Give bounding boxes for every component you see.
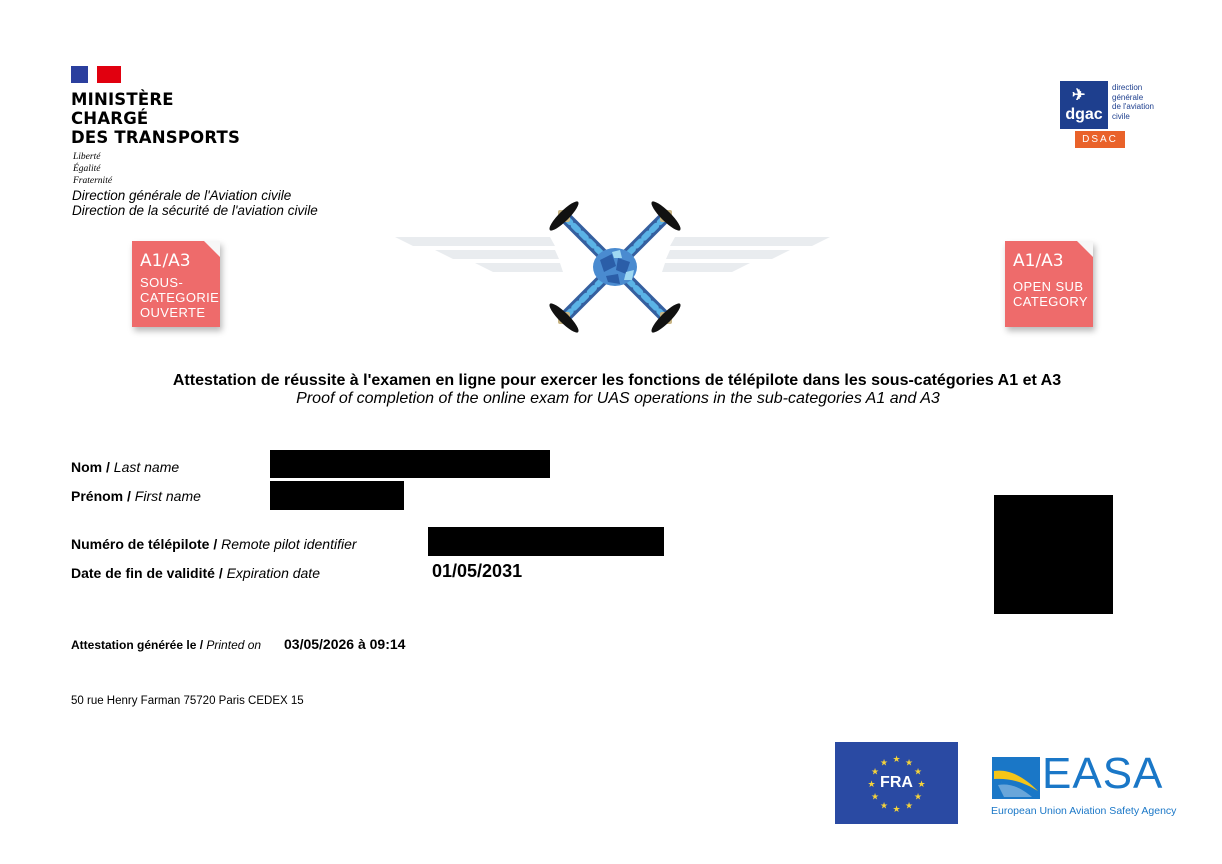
dgac-text-line: de l'aviation	[1112, 102, 1154, 111]
badge-title: A1/A3	[140, 251, 191, 271]
dgac-mark: dgac	[1065, 106, 1103, 123]
badge-subtitle	[140, 275, 219, 320]
photo-redacted	[994, 495, 1113, 614]
category-badge-fr	[132, 241, 220, 327]
expiry-date-value: 01/05/2031	[432, 561, 523, 581]
svg-text:★: ★	[870, 792, 880, 803]
badge-line: CATEGORY	[1013, 294, 1088, 309]
corner-fold	[204, 241, 220, 257]
ministry-line-1: MINISTÈRE	[71, 90, 174, 109]
category-badge-en	[1005, 241, 1093, 327]
dgac-square	[1060, 81, 1108, 129]
dgac-text-line: générale	[1112, 92, 1144, 102]
svg-text:★: ★	[879, 758, 889, 769]
expiry-label-fr: Date de fin de validité /	[71, 565, 223, 581]
svg-text:★: ★	[870, 767, 880, 778]
svg-text:★: ★	[892, 805, 901, 815]
svg-text:★: ★	[904, 758, 914, 769]
pilot-id-label-en: Remote pilot identifier	[221, 536, 357, 552]
dgac-text-line: civile	[1112, 111, 1130, 121]
first-name-label-en: First name	[134, 488, 201, 504]
dgac-logo	[1060, 81, 1170, 151]
svg-text:★: ★	[913, 792, 923, 803]
badge-line: OPEN SUB	[1013, 279, 1084, 294]
ministry-line-2: CHARGÉ	[71, 109, 149, 128]
svg-text:★: ★	[917, 780, 926, 790]
drone-icon	[540, 192, 690, 342]
last-name-label-fr: Nom /	[71, 459, 110, 475]
fra-label: FRA	[880, 774, 913, 791]
svg-text:★: ★	[913, 767, 923, 778]
easa-wordmark: EASA	[1042, 749, 1164, 798]
plane-icon: ✈	[1072, 87, 1086, 104]
dgac-text-line: direction	[1112, 83, 1143, 92]
svg-text:★: ★	[879, 801, 889, 812]
printed-on-label-fr: Attestation générée le /	[71, 638, 204, 652]
motto-liberte: Liberté	[73, 152, 101, 162]
direction-lines	[72, 188, 318, 218]
dsac-label: DSAC	[1075, 131, 1125, 148]
badge-line: OUVERTE	[140, 305, 206, 320]
corner-fold	[1077, 241, 1093, 257]
badge-line: SOUS-	[140, 275, 184, 290]
expiry-label	[71, 565, 320, 581]
easa-logo	[990, 749, 1190, 825]
svg-text:★: ★	[904, 801, 914, 812]
ministry-line-3: DES TRANSPORTS	[71, 128, 241, 147]
french-flag-logo	[71, 66, 121, 83]
badge-title: A1/A3	[1013, 251, 1064, 271]
direction-generale: Direction générale de l'Aviation civile	[72, 188, 292, 203]
pilot-id-value-redacted	[428, 527, 664, 556]
easa-tagline: European Union Aviation Safety Agency	[991, 805, 1177, 817]
motto-egalite: Égalité	[73, 164, 101, 174]
svg-text:★: ★	[867, 780, 876, 790]
printed-on-value: 03/05/2026 à 09:14	[284, 636, 406, 652]
first-name-label	[71, 488, 201, 504]
expiry-label-en: Expiration date	[226, 565, 320, 581]
fra-eu-logo	[835, 742, 958, 824]
republic-motto	[73, 151, 112, 187]
certificate-title: Attestation de réussite à l'examen en ligne pour exercer les fonctions de télépilote dans les sous-catégories A1 et A3	[172, 372, 1062, 389]
last-name-value-redacted	[270, 450, 550, 478]
last-name-label-en: Last name	[113, 459, 180, 475]
first-name-label-fr: Prénom /	[71, 488, 131, 504]
dgac-text	[1112, 83, 1154, 121]
first-name-value-redacted	[270, 481, 404, 510]
badge-line: CATEGORIE	[140, 290, 220, 305]
ministry-name	[71, 90, 240, 147]
svg-text:★: ★	[892, 755, 901, 765]
last-name-label	[71, 459, 179, 475]
motto-fraternite: Fraternité	[73, 176, 113, 186]
pilot-id-label-fr: Numéro de télépilote /	[71, 536, 218, 552]
pilot-id-label	[71, 536, 357, 552]
direction-securite: Direction de la sécurité de l'aviation civile	[72, 203, 318, 218]
easa-wing-icon	[992, 757, 1040, 799]
printed-on-label-en: Printed on	[206, 638, 262, 652]
printed-on-label	[71, 638, 261, 652]
badge-subtitle	[1013, 279, 1088, 309]
certificate-subtitle: Proof of completion of the online exam for UAS operations in the sub-categories A1 and A3	[296, 390, 940, 407]
address: 50 rue Henry Farman 75720 Paris CEDEX 15	[71, 695, 304, 707]
